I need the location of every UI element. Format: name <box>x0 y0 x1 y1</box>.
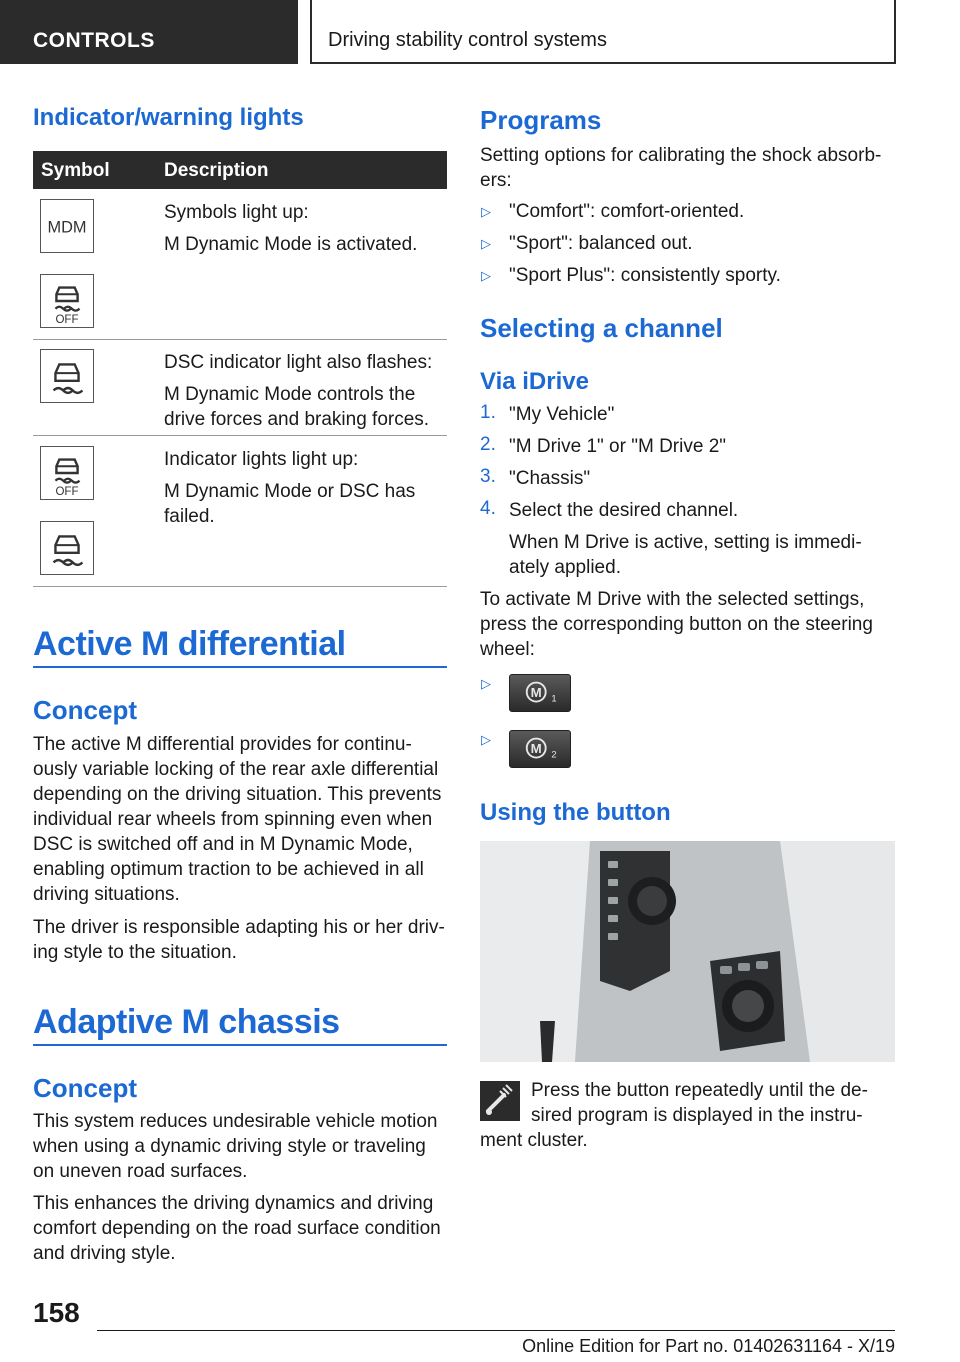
dsc-icon <box>40 349 94 403</box>
chassis-button-icon <box>480 1081 520 1121</box>
header-chapter-tab <box>310 0 896 64</box>
text-line: ously variable locking of the rear axle differential <box>33 759 439 780</box>
bullet-icon: ▷ <box>481 268 491 283</box>
bullet-icon: ▷ <box>481 236 491 251</box>
step-4: Select the desired channel. <box>509 500 739 521</box>
m1-button-icon <box>509 674 571 712</box>
text-line: depending on the driving situation. This prevents <box>33 784 442 805</box>
col-symbol: Symbol <box>41 160 110 181</box>
chassis-concept-heading: Concept <box>33 1073 137 1103</box>
differential-concept-heading: Concept <box>33 695 137 725</box>
bullet-icon: ▷ <box>481 732 491 747</box>
row2-line3: drive forces and braking forces. <box>164 409 430 430</box>
button-text-line1: Press the button repeatedly until the de- <box>531 1080 868 1101</box>
dsc-off-icon <box>40 274 94 328</box>
programs-heading: Programs <box>480 105 602 135</box>
text-line: wheel: <box>480 639 535 660</box>
row1-text <box>164 200 417 257</box>
indicator-table-header <box>33 151 447 189</box>
via-idrive-heading: Via iDrive <box>480 368 589 395</box>
dsc-off-text: OFF <box>55 486 79 499</box>
row2-line1: DSC indicator light also flashes: <box>164 352 433 373</box>
differential-heading: Active M differential <box>33 625 346 663</box>
dsc-off-icon <box>40 446 94 500</box>
row2-text <box>164 350 432 432</box>
text-line: individual rear wheels from spinning even when <box>33 809 433 830</box>
footer-edition: Online Edition for Part no. 01402631164 - X/19 <box>522 1336 895 1356</box>
text-line: This system reduces undesirable vehicle motion <box>33 1111 438 1132</box>
program-comfort: "Comfort": comfort-oriented. <box>509 201 745 222</box>
text-line: ing style to the situation. <box>33 942 237 963</box>
chassis-para1 <box>33 1109 453 1184</box>
bullet-icon: ▷ <box>481 676 491 691</box>
chassis-para2 <box>33 1191 453 1266</box>
chassis-rule <box>33 1044 447 1046</box>
svg-text:M: M <box>530 740 542 756</box>
indicator-heading: Indicator/warning lights <box>33 104 304 131</box>
table-bottom-line <box>33 586 447 587</box>
text-line: driving situations. <box>33 884 180 905</box>
row1-line2: M Dynamic Mode is activated. <box>164 234 418 255</box>
text-line: The driver is responsible adapting his or her driv- <box>33 917 445 938</box>
center-console-photo <box>480 841 895 1062</box>
text-line: press the corresponding button on the steering <box>480 614 873 635</box>
step-2: "M Drive 1" or "M Drive 2" <box>509 436 727 457</box>
using-button-heading: Using the button <box>480 799 671 826</box>
step-3: "Chassis" <box>509 468 591 489</box>
program-sport-plus: "Sport Plus": consistently sporty. <box>509 265 781 286</box>
step-number: 2. <box>480 434 496 455</box>
text-line: This enhances the driving dynamics and driving <box>33 1193 434 1214</box>
channel-heading: Selecting a channel <box>480 313 723 343</box>
button-text-line3: ment cluster. <box>480 1130 588 1151</box>
mdm-icon-text: MDM <box>47 218 87 237</box>
dsc-off-text: OFF <box>55 314 79 327</box>
step-4-note <box>509 530 862 580</box>
text-line: when using a dynamic driving style or traveling <box>33 1136 426 1157</box>
row1-line1: Symbols light up: <box>164 202 309 223</box>
row2-line2: M Dynamic Mode controls the <box>164 384 416 405</box>
text-line: and driving style. <box>33 1243 176 1264</box>
header-section-label: CONTROLS <box>33 29 155 52</box>
text-line: DSC is switched off and in M Dynamic Mode, <box>33 834 413 855</box>
row3-line2: M Dynamic Mode or DSC has <box>164 481 416 502</box>
page-number: 158 <box>33 1297 80 1328</box>
m2-button-icon <box>509 730 571 768</box>
text-line: The active M differential provides for continu- <box>33 734 412 755</box>
bullet-icon: ▷ <box>481 204 491 219</box>
text-line: Setting options for calibrating the shock absorb- <box>480 145 882 166</box>
row3-text <box>164 447 415 529</box>
col-description: Description <box>164 160 269 181</box>
svg-text:M: M <box>530 684 542 700</box>
table-row-divider <box>33 435 447 436</box>
text-line: comfort depending on the road surface condition <box>33 1218 441 1239</box>
m1-button-label: 1 <box>551 693 557 705</box>
text-line: When M Drive is active, setting is immedi- <box>509 532 862 553</box>
differential-para1 <box>33 732 453 907</box>
footer-rule <box>97 1330 895 1331</box>
header-section-tab <box>0 0 298 64</box>
dsc-icon <box>40 521 94 575</box>
program-sport: "Sport": balanced out. <box>509 233 693 254</box>
text-line: enabling optimum traction to be achieved in all <box>33 859 424 880</box>
row3-line1: Indicator lights light up: <box>164 449 359 470</box>
chassis-heading: Adaptive M chassis <box>33 1003 340 1041</box>
activate-text <box>480 587 896 662</box>
mdm-icon <box>40 199 94 253</box>
row3-line3: failed. <box>164 506 215 527</box>
table-row-divider <box>33 339 447 340</box>
step-number: 3. <box>480 466 496 487</box>
m2-button-label: 2 <box>551 749 557 761</box>
text-line: To activate M Drive with the selected settings, <box>480 589 865 610</box>
header-chapter-label: Driving stability control systems <box>328 29 607 51</box>
button-text-line2: sired program is displayed in the instru- <box>531 1105 863 1126</box>
step-number: 4. <box>480 498 496 519</box>
text-line: on uneven road surfaces. <box>33 1161 248 1182</box>
programs-intro <box>480 143 896 193</box>
text-line: ately applied. <box>509 557 621 578</box>
differential-para2 <box>33 915 453 965</box>
step-number: 1. <box>480 402 496 423</box>
text-line: ers: <box>480 170 512 191</box>
step-1: "My Vehicle" <box>509 404 615 425</box>
differential-rule <box>33 666 447 668</box>
